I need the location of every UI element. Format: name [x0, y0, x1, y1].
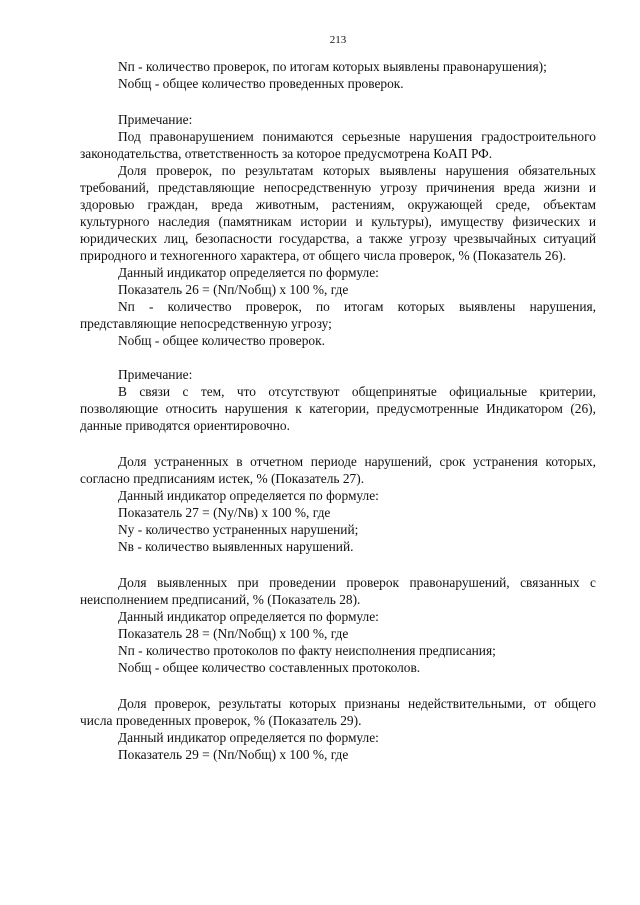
- text-paragraph: Доля проверок, по результатам которых выявлены нарушения обязательных требований, представляющие непосредственную угрозу причинения вреда жизни и здоровью граждан, вреда животным, растениям, окружающей среде, объектам культурного наследия (памятникам истории и культуры), имуществу физических и юридических лиц, безопасности государства, а также угрозу чрезвычайных ситуаций природного и техногенного характера, от общего числа проверок, % (Показатель 26).: [80, 163, 596, 263]
- page-number: 213: [329, 34, 347, 46]
- note-heading: Примечание:: [118, 367, 193, 382]
- formula-line: Показатель 26 = (Nп/Nобщ) х 100 %, где: [118, 282, 349, 297]
- text-line: Данный индикатор определяется по формуле:: [118, 265, 379, 280]
- text-line: Nобщ - общее количество проведенных проверок.: [118, 76, 404, 91]
- formula-line: Показатель 28 = (Nп/Nобщ) х 100 %, где: [118, 626, 349, 641]
- text-line: Nобщ - общее количество составленных протоколов.: [118, 660, 421, 675]
- note-heading: Примечание:: [118, 112, 193, 127]
- text-line: Nп - количество протоколов по факту неисполнения предписания;: [118, 643, 496, 658]
- text-paragraph: Доля проверок, результаты которых признаны недействительными, от общего числа проведенных проверок, % (Показатель 29).: [80, 696, 596, 728]
- text-line: Nу - количество устраненных нарушений;: [118, 522, 359, 537]
- text-paragraph: Под правонарушением понимаются серьезные нарушения градостроительного законодательства, ответственность за которое предусмотрена КоАП РФ.: [80, 129, 596, 161]
- text-paragraph: В связи с тем, что отсутствуют общепринятые официальные критерии, позволяющие относить нарушения к категории, предусмотренные Индикатором (26), данные приводятся ориентировочно.: [80, 384, 596, 433]
- formula-line: Показатель 27 = (Nу/Nв) х 100 %, где: [118, 505, 331, 520]
- text-paragraph: Доля устраненных в отчетном периоде нарушений, срок устранения которых, согласно предписаниям истек, % (Показатель 27).: [80, 454, 596, 486]
- formula-line: Показатель 29 = (Nп/Nобщ) х 100 %, где: [118, 747, 349, 762]
- text-line: Данный индикатор определяется по формуле:: [118, 488, 379, 503]
- text-line: Nп - количество проверок, по итогам которых выявлены правонарушения);: [118, 59, 547, 74]
- text-line: Данный индикатор определяется по формуле:: [118, 730, 379, 745]
- text-line: Nв - количество выявленных нарушений.: [118, 539, 354, 554]
- text-line: Nобщ - общее количество проверок.: [118, 333, 325, 348]
- text-paragraph: Доля выявленных при проведении проверок правонарушений, связанных с неисполнением предписаний, % (Показатель 28).: [80, 575, 596, 607]
- text-line: Nп - количество проверок, по итогам которых выявлены нарушения, представляющие непосредственную угрозу;: [80, 299, 596, 331]
- text-line: Данный индикатор определяется по формуле:: [118, 609, 379, 624]
